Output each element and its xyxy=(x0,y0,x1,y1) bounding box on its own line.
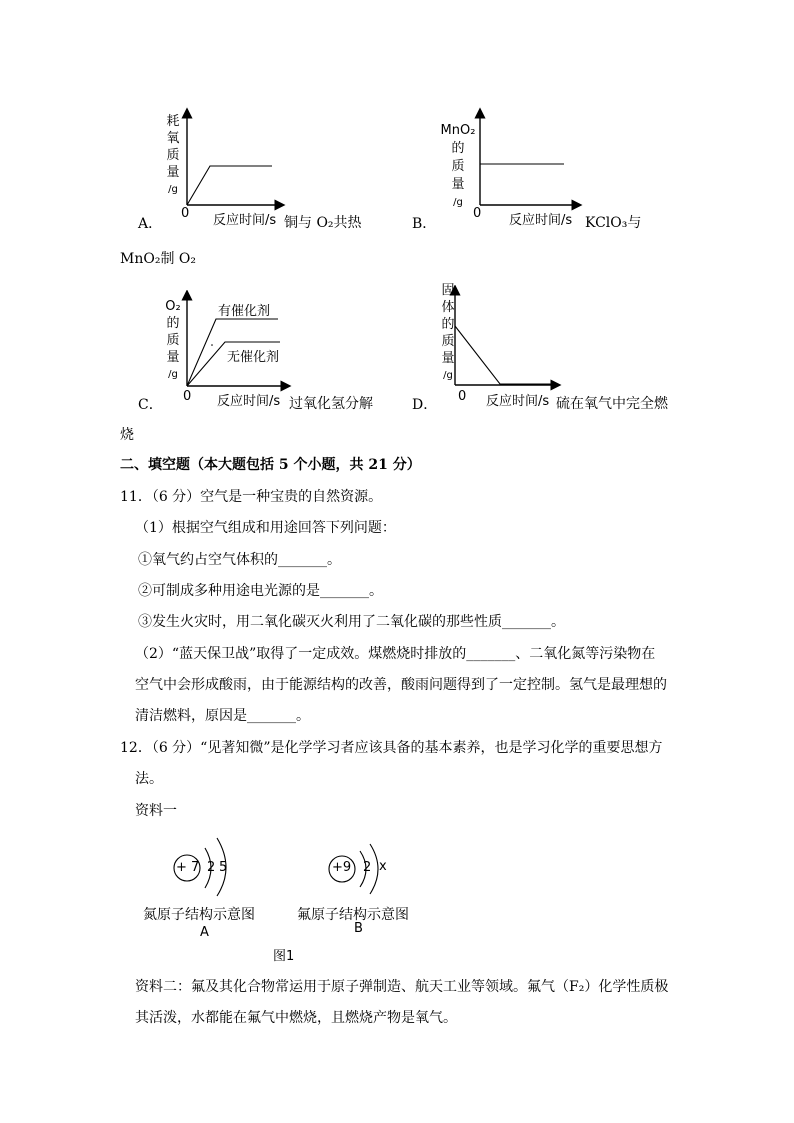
graph-a-origin: 0 xyxy=(181,206,190,221)
q11-part2-line1: （2）“蓝天保卫战”取得了一定成效。煤燃烧时排放的_______、二氧化氮等污染物在 xyxy=(135,646,656,662)
option-d-caption-cont: 烧 xyxy=(120,427,134,443)
q11-part2-line2: 空气中会形成酸雨，由于能源结构的改善，酸雨问题得到了一定控制。氢气是最理想的 xyxy=(135,677,667,693)
option-c-letter: C． xyxy=(138,397,163,413)
material2-line2: 其活泼，水都能在氟气中燃烧，且燃烧产物是氧气。 xyxy=(135,1010,457,1026)
graph-b-origin: 0 xyxy=(473,206,482,221)
q11-part2-line3: 清洁燃料，原因是_______。 xyxy=(135,708,310,724)
graph-c-y-label: O₂ 的 质 量 /g xyxy=(165,299,181,380)
material2-line1: 资料二：氟及其化合物常运用于原子弹制造、航天工业等领域。氟气（F₂）化学性质极 xyxy=(135,979,669,995)
graph-d-y-label: 固 体 的 质 量 /g xyxy=(441,283,455,381)
graph-d-origin: 0 xyxy=(458,389,467,404)
label-without-catalyst: 无催化剂 xyxy=(227,350,280,365)
label-with-catalyst: 有催化剂 xyxy=(218,304,271,319)
option-a-caption: 铜与 O₂共热 xyxy=(284,215,362,231)
atom-b-caption: 氟原子结构示意图 xyxy=(297,907,409,923)
option-a-letter: A． xyxy=(138,216,163,232)
atom-a-shell2: 5 xyxy=(219,860,228,875)
option-b-caption-cont: MnO₂制 O₂ xyxy=(120,251,196,267)
option-c-caption: 过氧化氢分解 xyxy=(289,396,373,412)
graph-c-x-label: 反应时间/s xyxy=(217,394,281,409)
option-d-letter: D． xyxy=(412,397,438,413)
figure-caption: 图1 xyxy=(273,949,295,964)
atom-b-nucleus: +9 xyxy=(332,860,352,875)
atom-a-letter: A xyxy=(200,925,209,940)
graph-b-x-label: 反应时间/s xyxy=(509,213,573,228)
option-b-caption: KClO₃与 xyxy=(585,215,642,231)
curve-solid-mass xyxy=(455,326,551,384)
graph-b-y-label: MnO₂ 的 质 量 /g xyxy=(440,123,476,208)
atom-a-shell1: 2 xyxy=(207,860,216,875)
q11-stem: 11．（6 分）空气是一种宝贵的自然资源。 xyxy=(120,489,383,505)
option-b-letter: B． xyxy=(412,216,437,232)
atom-b-letter: B xyxy=(354,921,363,936)
q11-part1: （1）根据空气组成和用途回答下列问题： xyxy=(135,520,396,536)
q12-stem-line1: 12．（6 分）“见著知微”是化学学习者应该具备的基本素养，也是学习化学的重要思想方 xyxy=(120,740,663,756)
graph-d xyxy=(440,285,565,395)
q11-sub3: ③发生火灾时，用二氧化碳灭火利用了二氧化碳的那些性质_______。 xyxy=(138,614,565,630)
section-heading: 二、填空题（本大题包括 5 个小题，共 21 分） xyxy=(120,457,421,473)
graph-d-x-label: 反应时间/s xyxy=(486,394,550,409)
q12-stem-line2: 法。 xyxy=(135,771,163,787)
atom-b-shell1: 2 xyxy=(363,860,372,875)
graph-c-origin: 0 xyxy=(183,389,192,404)
option-d-caption: 硫在氧气中完全燃 xyxy=(556,396,668,412)
q11-sub2: ②可制成多种用途电光源的是_______。 xyxy=(138,583,383,599)
curve-oxygen-consumed xyxy=(187,166,272,205)
q11-sub1: ①氧气约占空气体积的_______。 xyxy=(138,552,341,568)
atom-a-caption: 氮原子结构示意图 xyxy=(143,907,255,923)
atom-b-shell2: x xyxy=(379,859,387,874)
atom-a-nucleus: + 7 xyxy=(176,860,200,875)
graph-a-y-label: 耗 氧 质 量 /g xyxy=(166,114,180,195)
material1-title: 资料一 xyxy=(135,803,177,819)
graph-a-x-label: 反应时间/s xyxy=(213,213,277,228)
dot-mark xyxy=(211,344,213,346)
